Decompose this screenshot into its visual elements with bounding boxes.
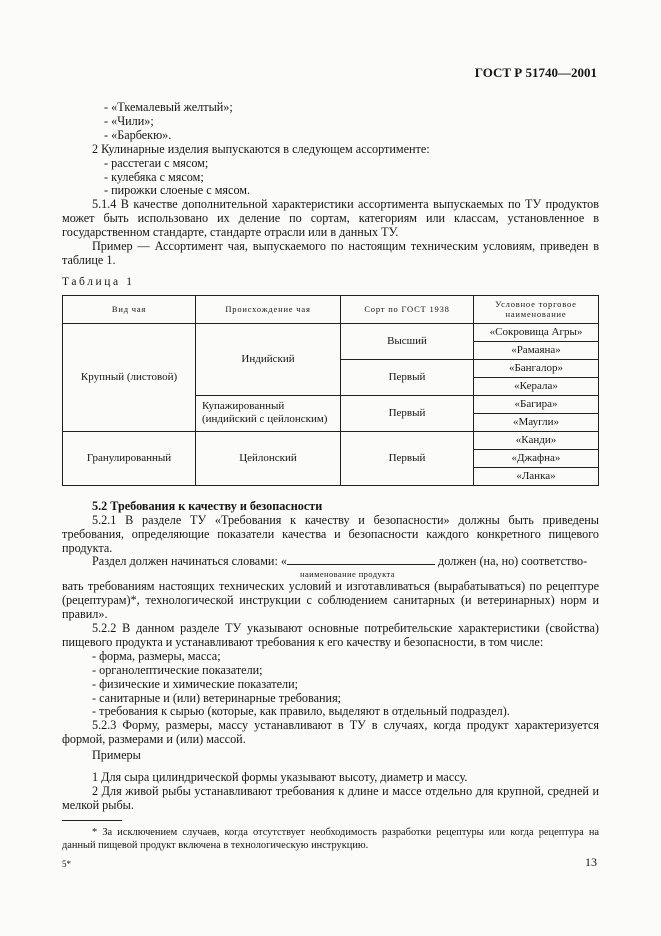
examples-title: Примеры — [92, 748, 141, 763]
trade-name-cell: «Багира» — [474, 395, 599, 413]
example-2: 2 Для живой рыбы устанавливают требования к длине и массе отдельно для крупной, средней и мелкой рыбы. — [62, 784, 599, 812]
footnote: * За исключением случаев, когда отсутствует необходимость разработки рецептуры или когда рецептура на данный пищевой продукт включена в технологическую инструкцию. — [62, 826, 599, 851]
trade-name-cell: «Бангалор» — [474, 359, 599, 377]
trade-name-cell: «Джафна» — [474, 449, 599, 467]
grade-cell: Первый — [341, 359, 474, 395]
trade-name-cell: «Керала» — [474, 377, 599, 395]
table-row — [63, 323, 599, 341]
trade-name-cell: «Маугли» — [474, 413, 599, 431]
footnote-rule — [62, 820, 122, 821]
blank-caption: наименование продукта — [300, 569, 395, 580]
trade-name-cell: «Сокровища Агры» — [474, 323, 599, 341]
list-item: - санитарные и (или) ветеринарные требования; — [92, 690, 342, 705]
start-phrase-continued: вать требованиям настоящих технических условий и изготавливаться (вырабатываться) по рецептуре (рецептурам)*, технологической инструкции с соблюдением санитарных (и ветеринарных) норм и правил». — [62, 579, 599, 622]
paragraph-5-2-2: 5.2.2 В данном разделе ТУ указывают основные потребительские характеристики (свойства) пищевого продукта и устанавливают требования к его качеству и безопасности, в том числе: — [62, 621, 599, 649]
header-cell: Сорт по ГОСТ 1938 — [341, 295, 474, 323]
paragraph-5-1-4: 5.1.4 В качестве дополнительной характеристики ассортимента выпускаемых по ТУ продуктов может быть использовано их деление по сортам, категориям или классам, установленное в государственном стандарте, стандарте отрасли или в данных ТУ. — [62, 197, 599, 240]
header-cell: Условное торговое наименование — [474, 295, 599, 323]
header-cell: Происхождение чая — [196, 295, 341, 323]
origin-cell: Цейлонский — [196, 431, 341, 485]
example-tea: Пример — Ассортимент чая, выпускаемого по настоящим техническим условиям, приведен в таблице 1. — [62, 239, 599, 267]
tea-type-cell: Крупный (листовой) — [63, 323, 196, 431]
origin-cell: Купажированный (индийский с цейлонским) — [196, 395, 341, 431]
section-title: 5.2 Требования к качеству и безопасности — [92, 498, 323, 513]
page-number: 13 — [585, 855, 597, 869]
grade-cell: Первый — [341, 395, 474, 431]
list-item: - кулебяка с мясом; — [104, 169, 204, 184]
list-item: - «Чили»; — [104, 113, 154, 128]
list-item: - форма, размеры, масса; — [92, 648, 221, 663]
example-intro: 2 Кулинарные изделия выпускаются в следующем ассортименте: — [92, 141, 430, 156]
paragraph-5-2-1: 5.2.1 В разделе ТУ «Требования к качеству и безопасности» должны быть приведены требования, определяющие показатели качества и безопасности каждого конкретного пищевого продукта. — [62, 512, 599, 555]
header-cell: Вид чая — [63, 295, 196, 323]
table-row — [63, 431, 599, 449]
table-caption: Таблица 1 — [62, 275, 135, 288]
standard-header: ГОСТ Р 51740—2001 — [474, 65, 597, 80]
trade-name-cell: «Рамаяна» — [474, 341, 599, 359]
list-item: - «Барбекю». — [104, 127, 172, 142]
example-1: 1 Для сыра цилиндрической формы указывают высоту, диаметр и массу. — [92, 770, 468, 785]
blank-field — [287, 555, 435, 565]
list-item: - требования к сырью (которые, как правило, выделяют в отдельный подраздел). — [92, 704, 510, 719]
start-phrase: Раздел должен начинаться словами: « должен (на, но) соответство- — [92, 554, 588, 569]
list-item: - органолептические показатели; — [92, 662, 263, 677]
paragraph-5-2-3: 5.2.3 Форму, размеры, массу устанавливают в ТУ в случаях, когда продукт характеризуется формой, размерами и (или) массой. — [62, 718, 599, 747]
tea-table — [62, 295, 599, 486]
origin-cell: Индийский — [196, 323, 341, 395]
grade-cell: Первый — [341, 431, 474, 485]
grade-cell: Высший — [341, 323, 474, 359]
tea-type-cell: Гранулированный — [63, 431, 196, 485]
list-item: - расстегаи с мясом; — [104, 155, 209, 170]
list-item: - «Ткемалевый желтый»; — [104, 100, 233, 114]
trade-name-cell: «Ланка» — [474, 467, 599, 485]
list-item: - пирожки слоеные с мясом. — [104, 183, 251, 198]
trade-name-cell: «Канди» — [474, 431, 599, 449]
list-item: - физические и химические показатели; — [92, 676, 298, 691]
table-header-row — [63, 295, 599, 323]
document-body — [62, 101, 599, 852]
sheet-mark: 5* — [62, 859, 71, 869]
